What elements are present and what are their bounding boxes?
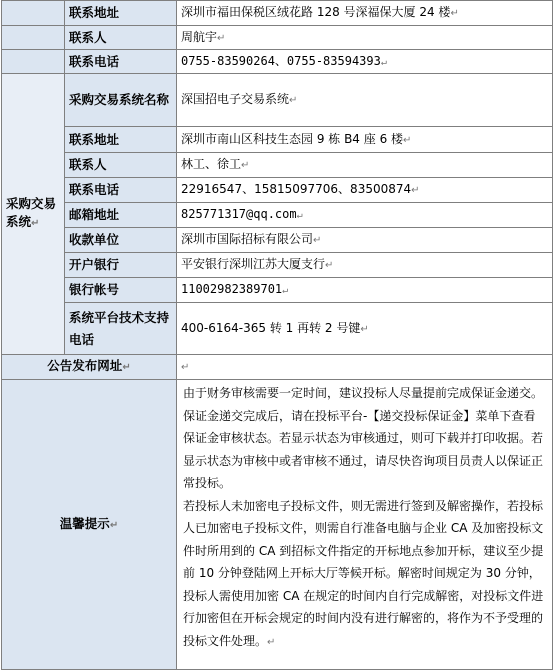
table-row: [2, 228, 553, 253]
return-mark-icon: ↵: [403, 134, 412, 146]
announcement-value: [177, 355, 553, 380]
field-label: 联系人: [65, 153, 177, 178]
table-row: [2, 127, 553, 153]
table-row: [2, 26, 553, 50]
table-row: [2, 278, 553, 303]
return-mark-icon: ↵: [313, 235, 322, 246]
return-mark-icon: ↵: [289, 95, 298, 106]
field-label: 联系地址: [65, 127, 177, 153]
field-value: 林工、徐工↵: [177, 153, 553, 178]
return-mark-icon: ↵: [296, 210, 303, 221]
tips-label: 温馨提示↵: [2, 380, 177, 670]
return-mark-icon: ↵: [109, 519, 119, 531]
category-cell: [2, 26, 65, 50]
tips-content: [177, 380, 553, 670]
field-label: 联系电话: [65, 50, 177, 74]
table-row: [2, 74, 553, 127]
table-row: [2, 355, 553, 380]
field-value: 825771317@qq.com↵: [177, 203, 553, 228]
field-value: 深圳市福田保税区绒花路 128 号深福保大厦 24 楼↵: [177, 1, 553, 26]
return-mark-icon: ↵: [267, 636, 276, 648]
table-row: [2, 178, 553, 203]
field-value: 深圳市国际招标有限公司↵: [177, 228, 553, 253]
tender-info-table: [1, 0, 553, 670]
tips-paragraph: 由于财务审核需要一定时间，建议投标人尽量提前完成保证金递交。保证金递交完成后，请在投标平台-【递交投标保证金】菜单下查看保证金审核状态。若显示状态为审核通过，则可下载并打印收据。若显示状态为审核中或者审核不通过，请尽快咨询项目员责人以保证正常投标。: [183, 386, 544, 490]
return-mark-icon: ↵: [325, 260, 334, 271]
return-mark-icon: ↵: [411, 185, 420, 196]
field-value: 11002982389701↵: [177, 278, 553, 303]
return-mark-icon: ↵: [122, 362, 131, 373]
category-cell: [2, 50, 65, 74]
table-row: [2, 203, 553, 228]
field-label: 邮箱地址: [65, 203, 177, 228]
return-mark-icon: ↵: [360, 323, 369, 335]
field-value: 周航宇↵: [177, 26, 553, 50]
table-row: [2, 1, 553, 26]
announcement-label: 公告发布网址↵: [2, 355, 177, 380]
table-row: [2, 380, 553, 670]
field-label: 开户银行: [65, 253, 177, 278]
return-mark-icon: ↵: [282, 285, 289, 296]
tips-paragraph: 若投标人未加密电子投标文件，则无需进行签到及解密操作，若投标人已加密电子投标文件，则需自行准备电脑与企业 CA 及加密投标文件时所用到的 CA 到招标文件指定的开标地点参加开标，建议至少提前 10 分钟登陆网上开标大厅等候开标。解密时间规定为 30 分钟，投标人需使用加密 CA 在规定的时间内自行完成解密，对投标文件进行加密但在开标会规定的时间内没有进行解密的，将作为不予受理的投标文件处理。↵: [183, 498, 544, 648]
field-label: 系统平台技术支持电话: [65, 303, 177, 355]
table-row: [2, 153, 553, 178]
return-mark-icon: ↵: [380, 56, 387, 68]
table-row: [2, 253, 553, 278]
field-label: 联系电话: [65, 178, 177, 203]
return-mark-icon: ↵: [217, 32, 226, 44]
field-label: 银行帐号: [65, 278, 177, 303]
table-row: [2, 303, 553, 355]
field-label: 联系地址: [65, 1, 177, 26]
system-category: 采购交易系统↵: [2, 74, 65, 355]
field-value: 400-6164-365 转 1 再转 2 号键↵: [177, 303, 553, 355]
field-value: 深圳市南山区科技生态园 9 栋 B4 座 6 楼↵: [177, 127, 553, 153]
return-mark-icon: ↵: [31, 218, 40, 229]
field-value: 22916547、15815097706、83500874↵: [177, 178, 553, 203]
field-value: 0755-83590264、0755-83594393↵: [177, 50, 553, 74]
field-label: 采购交易系统名称: [65, 74, 177, 127]
return-mark-icon: ↵: [241, 160, 250, 171]
table-row: [2, 50, 553, 74]
field-label: 联系人: [65, 26, 177, 50]
field-label: 收款单位: [65, 228, 177, 253]
field-value: 深国招电子交易系统↵: [177, 74, 553, 127]
return-mark-icon: ↵: [450, 8, 459, 19]
category-cell: [2, 1, 65, 26]
field-value: 平安银行深圳江苏大厦支行↵: [177, 253, 553, 278]
return-mark-icon: ↵: [181, 362, 190, 373]
